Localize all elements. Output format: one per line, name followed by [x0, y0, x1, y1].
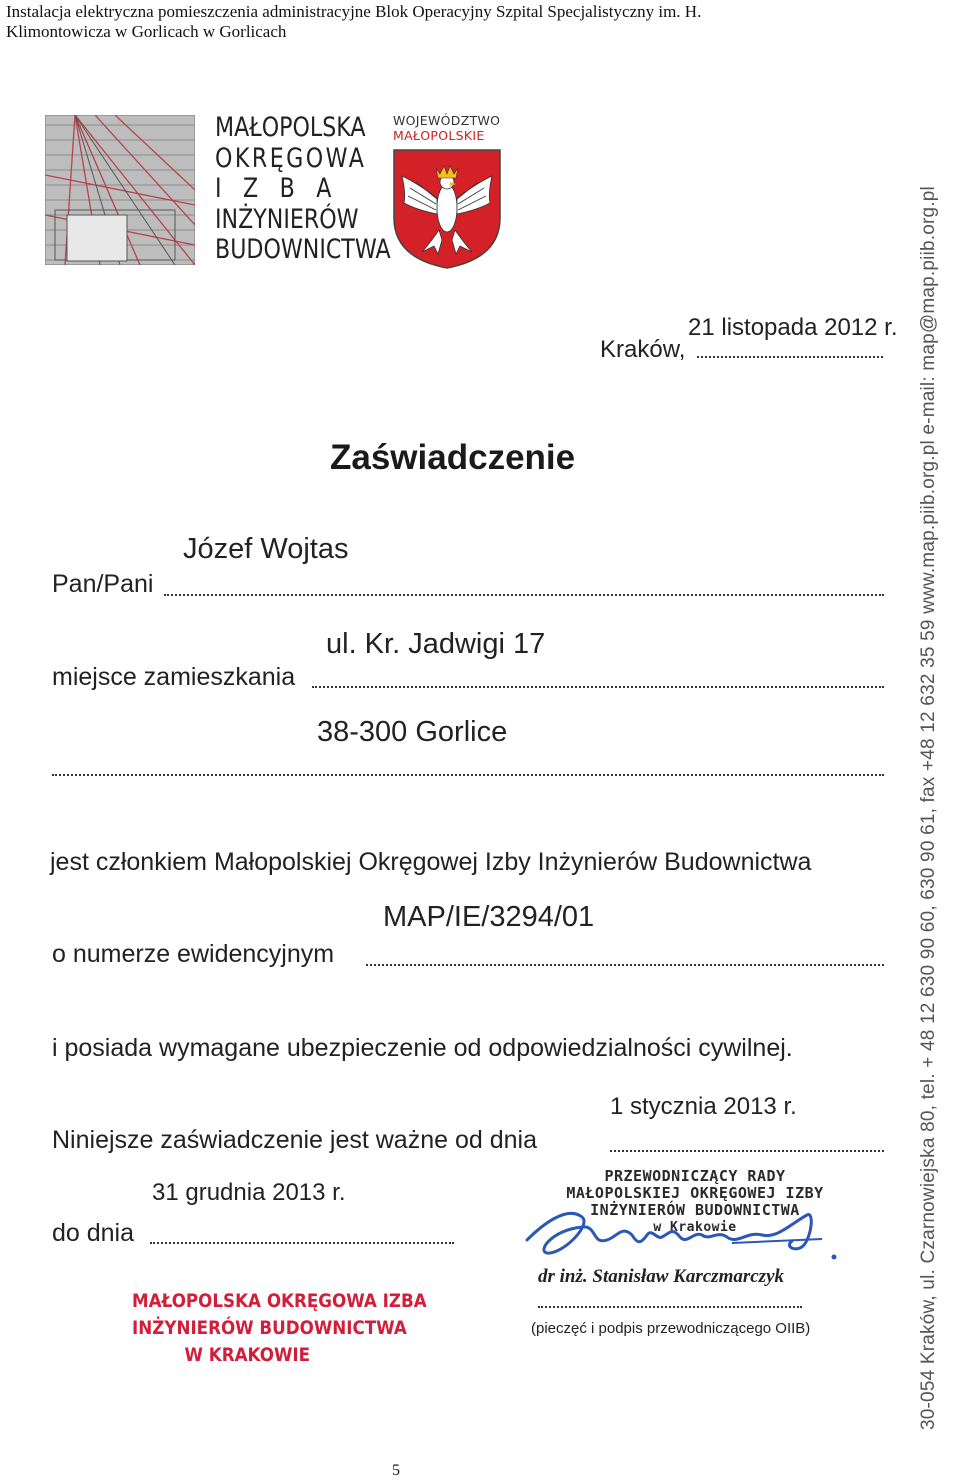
- signature-dotted-line: [538, 1306, 802, 1308]
- residence-value-2: 38-300 Gorlice: [317, 716, 508, 748]
- signature-caption: (pieczęć i podpis przewodniczącego OIIB): [531, 1320, 811, 1337]
- logo-line-2: OKRĘGOWA: [215, 142, 367, 174]
- voivodeship-label: [393, 113, 500, 143]
- logo-line-4: INŻYNIERÓW: [215, 203, 359, 235]
- name-dotted-line: [164, 594, 884, 596]
- red-stamp-line-2: INŻYNIERÓW BUDOWNICTWA: [132, 1317, 407, 1339]
- voivodeship-line-2: MAŁOPOLSKIE: [393, 128, 485, 143]
- membership-text: jest członkiem Małopolskiej Okręgowej Izby Inżynierów Budownictwa: [50, 848, 812, 876]
- date-dotted-line: [697, 356, 883, 358]
- registration-dotted-line: [366, 964, 884, 966]
- red-stamp-line-1: MAŁOPOLSKA OKRĘGOWA IZBA: [132, 1290, 427, 1312]
- residence-dotted-line: [312, 686, 884, 688]
- name-value: Józef Wojtas: [183, 533, 349, 565]
- coat-of-arms-icon: [392, 148, 502, 270]
- insurance-text: i posiada wymagane ubezpieczenie od odpowiedzialności cywilnej.: [52, 1034, 793, 1062]
- chairman-stamp-line-3: INŻYNIERÓW BUDOWNICTWA: [590, 1201, 800, 1219]
- document-title: Zaświadczenie: [330, 438, 576, 477]
- valid-from-value: 1 stycznia 2013 r.: [610, 1093, 797, 1120]
- registration-label: o numerze ewidencyjnym: [52, 940, 335, 968]
- header-line-2: Klimontowicza w Gorlicach w Gorlicach: [6, 22, 287, 41]
- chairman-name: dr inż. Stanisław Karczmarczyk: [538, 1266, 784, 1287]
- logo-line-5: BUDOWNICTWA: [215, 234, 391, 265]
- chairman-stamp-line-4: w Krakowie: [653, 1220, 737, 1235]
- header-line-1: Instalacja elektryczna pomieszczenia administracyjne Blok Operacyjny Szpital Specjalistyczny im. H.: [6, 2, 702, 21]
- red-stamp-line-3: W KRAKOWIE: [184, 1344, 311, 1366]
- registration-number: MAP/IE/3294/01: [383, 901, 595, 933]
- place-label: Kraków,: [600, 336, 686, 363]
- residence-dotted-line-2: [52, 774, 884, 776]
- valid-from-dotted-line: [610, 1150, 884, 1152]
- residence-value-1: ul. Kr. Jadwigi 17: [326, 628, 546, 660]
- issue-date: 21 listopada 2012 r.: [688, 314, 898, 341]
- contact-sidebar: 30-054 Kraków, ul. Czarnowiejska 80, tel. + 48 12 630 90 60, 630 90 61, fax +48 12 632 35 59 www.map.piib.org.pl e-mail: map@map.piib.org.pl: [918, 186, 939, 1430]
- moiib-logo-graphic: [45, 115, 195, 265]
- chairman-stamp-line-1: PRZEWODNICZĄCY RADY: [604, 1167, 786, 1185]
- valid-to-label: do dnia: [52, 1219, 135, 1247]
- chairman-stamp-line-2: MAŁOPOLSKIEJ OKRĘGOWEJ IZBY: [566, 1184, 824, 1202]
- valid-from-label: Niniejsze zaświadczenie jest ważne od dnia: [52, 1126, 537, 1154]
- red-stamp: [132, 1288, 427, 1369]
- valid-to-value: 31 grudnia 2013 r.: [152, 1179, 346, 1206]
- name-label: Pan/Pani: [52, 570, 154, 598]
- logo-line-1: MAŁOPOLSKA: [215, 112, 366, 143]
- document-header: [6, 2, 906, 42]
- handwritten-signature: [522, 1195, 842, 1275]
- page-number: 5: [392, 1462, 400, 1479]
- valid-to-dotted-line: [150, 1242, 454, 1244]
- voivodeship-line-1: WOJEWÓDZTWO: [393, 113, 501, 128]
- residence-label: miejsce zamieszkania: [52, 663, 296, 691]
- logo-line-3: I Z B A: [215, 173, 334, 204]
- moiib-logo-text: [215, 113, 391, 266]
